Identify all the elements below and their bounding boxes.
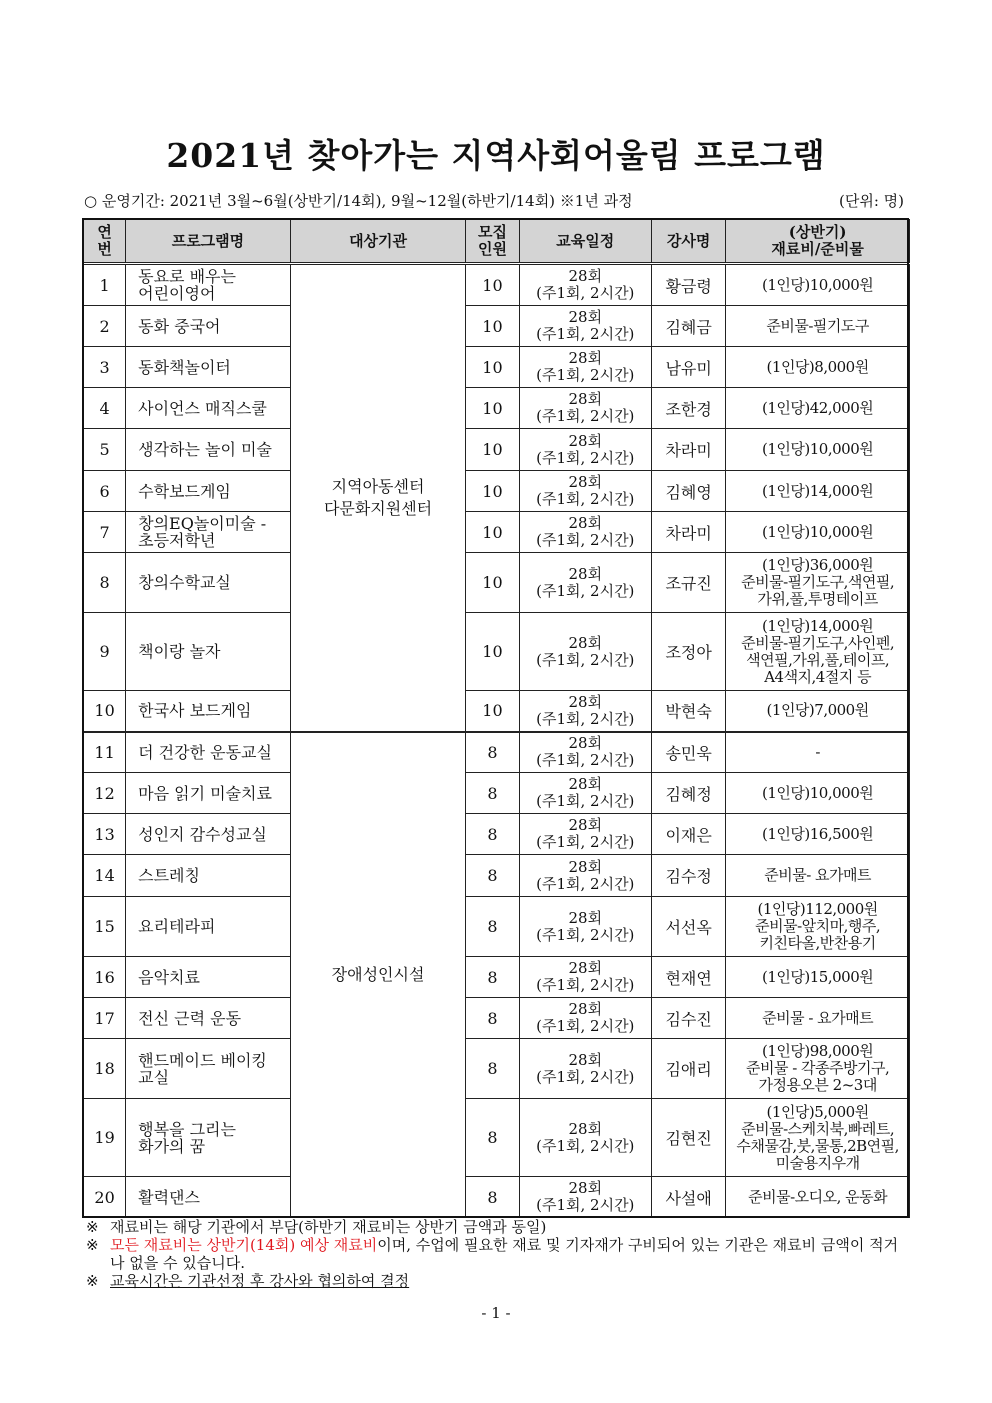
program-name-line: 동화 중국어	[138, 316, 221, 336]
materials	[726, 691, 910, 732]
instructor-name: 김혜정	[652, 773, 726, 814]
recruit-count: 10	[466, 471, 519, 512]
schedule-line: (주1회, 2시간)	[536, 581, 635, 600]
materials-line: (1인당)7,000원	[766, 701, 869, 720]
schedule-line: 28회	[568, 692, 603, 711]
program-name	[126, 1039, 291, 1099]
program-name	[126, 1099, 291, 1177]
program-name	[126, 998, 291, 1039]
schedule-line: 28회	[568, 775, 603, 793]
table-row	[84, 814, 910, 855]
schedule-line: (주1회, 2시간)	[536, 366, 635, 384]
materials	[726, 814, 910, 855]
header-instructor: 강사명	[652, 220, 726, 264]
schedule-line: 28회	[568, 431, 603, 450]
program-name	[126, 957, 291, 998]
schedule	[519, 691, 651, 732]
recruit-count: 10	[466, 388, 519, 429]
recruit-count: 8	[466, 1099, 519, 1177]
schedule	[519, 553, 651, 613]
materials-line: 준비물-스케치북,빠레트,	[741, 1119, 895, 1138]
program-name-line: 더 건강한 운동교실	[138, 742, 272, 762]
recruit-count: 10	[466, 306, 519, 347]
instructor-name: 김혜금	[652, 306, 726, 347]
instructor-name: 사설애	[652, 1177, 726, 1218]
program-name-line: 행복을 그리는	[138, 1119, 236, 1139]
program-name-line: 전신 근력 운동	[138, 1008, 242, 1028]
table-row	[84, 773, 910, 814]
schedule-line: (주1회, 2시간)	[536, 976, 635, 994]
program-name	[126, 429, 291, 471]
schedule	[519, 613, 651, 691]
materials-line: 준비물-앞치마,행주,	[755, 917, 881, 935]
materials-line: 준비물-오디오, 운동화	[748, 1187, 888, 1206]
table-row	[84, 471, 910, 512]
schedule-line: 28회	[568, 1119, 603, 1138]
materials-line: -	[815, 742, 820, 761]
table-row	[84, 957, 910, 998]
materials-line: (1인당)112,000원	[757, 900, 878, 918]
table-row	[84, 855, 910, 897]
schedule-line: (주1회, 2시간)	[536, 751, 635, 770]
program-name-line: 교실	[138, 1067, 170, 1087]
schedule-line: (주1회, 2시간)	[536, 874, 635, 893]
note-1	[86, 1218, 912, 1236]
row-number: 2	[84, 306, 126, 347]
schedule-line: 28회	[568, 564, 603, 583]
instructor-name: 조정아	[652, 613, 726, 691]
program-name	[126, 512, 291, 553]
materials	[726, 388, 910, 429]
program-name-line: 어린이영어	[138, 284, 216, 303]
materials	[726, 1099, 910, 1177]
schedule	[519, 429, 651, 471]
row-number: 7	[84, 512, 126, 553]
schedule	[519, 1177, 651, 1218]
materials-line: 가정용오븐 2~3대	[758, 1076, 877, 1094]
table-row	[84, 347, 910, 388]
recruit-count: 8	[466, 897, 519, 957]
schedule-line: 28회	[568, 959, 603, 977]
schedule-line: (주1회, 2시간)	[536, 1196, 635, 1214]
recruit-count: 8	[466, 814, 519, 855]
schedule-line: 28회	[568, 514, 603, 532]
row-number: 15	[84, 897, 126, 957]
schedule-line: (주1회, 2시간)	[536, 709, 635, 728]
row-number: 6	[84, 471, 126, 512]
recruit-count: 10	[466, 429, 519, 471]
materials-line: 준비물- 요가매트	[764, 866, 872, 884]
program-name-line: 동요로 배우는	[138, 267, 236, 286]
schedule	[519, 471, 651, 512]
note-mark: ※	[86, 1218, 99, 1236]
recruit-count: 8	[466, 732, 519, 773]
program-name-line: 핸드메이드 베이킹	[138, 1050, 267, 1070]
schedule-line: (주1회, 2시간)	[536, 1136, 635, 1155]
program-name-line: 마음 읽기 미술치료	[138, 783, 272, 803]
materials-line: 미술용지우개	[775, 1153, 860, 1172]
instructor-name: 김애리	[652, 1039, 726, 1099]
instructor-name: 조규진	[652, 553, 726, 613]
row-number: 16	[84, 957, 126, 998]
materials	[726, 553, 910, 613]
operation-period	[84, 190, 910, 211]
schedule-line: 28회	[568, 633, 603, 652]
schedule-line: (주1회, 2시간)	[536, 448, 635, 467]
program-name-line: 활력댄스	[138, 1187, 200, 1207]
table-row	[84, 1099, 910, 1177]
materials-line: 준비물-필기도구,색연필,	[741, 573, 895, 591]
recruit-count: 10	[466, 691, 519, 732]
schedule	[519, 998, 651, 1039]
operation-period-text: ○ 운영기간: 2021년 3월~6월(상반기/14회), 9월~12월(하반기/14회) ※1년 과정	[84, 192, 633, 210]
recruit-count: 8	[466, 855, 519, 897]
note-mark: ※	[86, 1236, 99, 1254]
row-number: 5	[84, 429, 126, 471]
instructor-name: 김혜영	[652, 471, 726, 512]
schedule-line: (주1회, 2시간)	[536, 325, 635, 343]
note-2-text: 이며, 수업에 필요한 재료 및 기자재가 구비되어 있는 기관은 재료비 금액이 적거나 없을 수 있습니다.	[110, 1236, 899, 1272]
materials-line: 준비물 - 각종주방기구,	[745, 1059, 890, 1077]
schedule	[519, 732, 651, 773]
program-name	[126, 691, 291, 732]
program-name	[126, 855, 291, 897]
table-row	[84, 1039, 910, 1099]
instructor-name: 김수정	[652, 855, 726, 897]
materials-line: (1인당)14,000원	[762, 616, 874, 635]
target-institution	[290, 732, 466, 1218]
note-3	[86, 1272, 912, 1290]
instructor-name: 현재연	[652, 957, 726, 998]
program-name	[126, 264, 291, 306]
note-1-text: 재료비는 해당 기관에서 부담(하반기 재료비는 상반기 금액과 동일)	[110, 1218, 547, 1236]
materials-line: (1인당)36,000원	[762, 556, 874, 574]
materials	[726, 512, 910, 553]
materials	[726, 613, 910, 691]
row-number: 14	[84, 855, 126, 897]
table-row	[84, 998, 910, 1039]
materials	[726, 471, 910, 512]
schedule	[519, 264, 651, 306]
schedule	[519, 855, 651, 897]
program-name-line: 창의수학교실	[138, 573, 231, 592]
schedule-line: 28회	[568, 1050, 603, 1069]
row-number: 20	[84, 1177, 126, 1218]
row-number: 13	[84, 814, 126, 855]
header-schedule: 교육일정	[519, 220, 651, 264]
schedule	[519, 512, 651, 553]
header-materials: (상반기) 재료비/준비물	[726, 220, 910, 264]
instructor-name: 송민욱	[652, 732, 726, 773]
instructor-name: 황금령	[652, 264, 726, 306]
note-2	[86, 1236, 912, 1272]
materials-line: 키친타올,반찬용기	[759, 934, 876, 952]
table-row	[84, 512, 910, 553]
materials-line: (1인당)5,000원	[766, 1102, 869, 1121]
schedule-line: 28회	[568, 308, 603, 326]
schedule	[519, 897, 651, 957]
materials-line: (1인당)16,500원	[762, 824, 874, 843]
materials	[726, 998, 910, 1039]
recruit-count: 8	[466, 1177, 519, 1218]
materials	[726, 306, 910, 347]
row-number: 17	[84, 998, 126, 1039]
program-name	[126, 613, 291, 691]
table-row	[84, 306, 910, 347]
materials-line: 준비물-필기도구,사인펜,	[741, 633, 895, 652]
program-name	[126, 347, 291, 388]
schedule-line: (주1회, 2시간)	[536, 1017, 635, 1035]
schedule-line: 28회	[568, 734, 603, 753]
instructor-name: 조한경	[652, 388, 726, 429]
program-name-line: 성인지 감수성교실	[138, 824, 267, 844]
table-row	[84, 897, 910, 957]
schedule-line: (주1회, 2시간)	[536, 407, 635, 425]
note-mark: ※	[86, 1272, 99, 1290]
recruit-count: 10	[466, 347, 519, 388]
materials-line: (1인당)42,000원	[762, 398, 874, 417]
header-institution: 대상기관	[290, 220, 466, 264]
schedule-line: (주1회, 2시간)	[536, 284, 635, 302]
materials-line: (1인당)10,000원	[762, 783, 874, 802]
table-row	[84, 264, 910, 306]
table-body	[84, 264, 910, 1218]
header-no: 연 번	[84, 220, 126, 264]
schedule-line: (주1회, 2시간)	[536, 490, 635, 508]
schedule	[519, 773, 651, 814]
header-count: 모집 인원	[466, 220, 519, 264]
instructor-name: 김현진	[652, 1099, 726, 1177]
schedule	[519, 814, 651, 855]
table-row	[84, 732, 910, 773]
program-name-line: 초등저학년	[138, 531, 216, 550]
materials-line: (1인당)15,000원	[762, 967, 874, 986]
materials	[726, 1177, 910, 1218]
schedule	[519, 347, 651, 388]
recruit-count: 8	[466, 773, 519, 814]
recruit-count: 10	[466, 553, 519, 613]
program-name	[126, 732, 291, 773]
schedule	[519, 388, 651, 429]
program-name	[126, 1177, 291, 1218]
program-name	[126, 897, 291, 957]
program-name-line: 수학보드게임	[138, 481, 231, 501]
schedule-line: 28회	[568, 267, 603, 285]
row-number: 9	[84, 613, 126, 691]
instructor-name: 차라미	[652, 512, 726, 553]
target-institution	[290, 264, 466, 732]
materials-line: 수채물감,붓,물통,2B연필,	[736, 1136, 899, 1155]
schedule-line: 28회	[568, 349, 603, 367]
materials-line: (1인당)98,000원	[762, 1042, 874, 1060]
target-institution-line: 다문화지원센터	[323, 498, 433, 518]
recruit-count: 10	[466, 512, 519, 553]
materials	[726, 429, 910, 471]
notes	[86, 1218, 912, 1290]
program-name-line: 사이언스 매직스쿨	[138, 398, 267, 418]
materials	[726, 1039, 910, 1099]
schedule-line: 28회	[568, 908, 603, 927]
materials	[726, 732, 910, 773]
instructor-name: 차라미	[652, 429, 726, 471]
materials	[726, 855, 910, 897]
header-program: 프로그램명	[126, 220, 291, 264]
program-name	[126, 553, 291, 613]
schedule-line: 28회	[568, 816, 603, 834]
recruit-count: 10	[466, 613, 519, 691]
schedule-line: 28회	[568, 857, 603, 876]
program-name-line: 요리테라피	[138, 917, 216, 936]
materials	[726, 897, 910, 957]
schedule-line: 28회	[568, 1179, 603, 1197]
schedule-line: (주1회, 2시간)	[536, 1067, 635, 1086]
unit-label: (단위: 명)	[839, 192, 904, 210]
row-number: 19	[84, 1099, 126, 1177]
schedule-line: (주1회, 2시간)	[536, 925, 635, 944]
instructor-name: 이재은	[652, 814, 726, 855]
instructor-name: 김수진	[652, 998, 726, 1039]
table-header-row	[84, 220, 910, 264]
materials	[726, 264, 910, 306]
program-name	[126, 306, 291, 347]
program-name	[126, 773, 291, 814]
schedule	[519, 1039, 651, 1099]
recruit-count: 8	[466, 998, 519, 1039]
note-3-text: 교육시간은 기관선정 후 강사와 협의하여 결정	[110, 1272, 410, 1290]
table-row	[84, 1177, 910, 1218]
row-number: 1	[84, 264, 126, 306]
instructor-name: 남유미	[652, 347, 726, 388]
schedule	[519, 306, 651, 347]
materials-line: (1인당)10,000원	[762, 440, 874, 458]
materials-line: A4색지,4절지 등	[764, 667, 872, 686]
row-number: 4	[84, 388, 126, 429]
schedule-line: 28회	[568, 390, 603, 408]
row-number: 10	[84, 691, 126, 732]
program-name	[126, 471, 291, 512]
program-name-line: 한국사 보드게임	[138, 701, 252, 721]
row-number: 3	[84, 347, 126, 388]
program-name-line: 스트레칭	[138, 866, 200, 885]
instructor-name: 서선옥	[652, 897, 726, 957]
program-name-line: 화가의 꿈	[138, 1136, 206, 1156]
program-name-line: 책이랑 놀자	[138, 642, 221, 661]
program-name-line: 생각하는 놀이 미술	[138, 440, 272, 459]
row-number: 18	[84, 1039, 126, 1099]
page-number: - 1 -	[481, 1304, 511, 1322]
materials-line: 준비물 - 요가매트	[762, 1008, 874, 1027]
materials	[726, 347, 910, 388]
target-institution-line: 지역아동센터	[331, 476, 425, 496]
recruit-count: 10	[466, 264, 519, 306]
schedule	[519, 1099, 651, 1177]
page-title: 2021년 찾아가는 지역사회어울림 프로그램	[166, 136, 826, 175]
program-name-line: 동화책놀이터	[138, 357, 231, 377]
schedule	[519, 957, 651, 998]
program-name-line: 창의EQ놀이미술 -	[138, 514, 267, 533]
target-institution-line: 장애성인시설	[331, 964, 425, 984]
program-name	[126, 388, 291, 429]
materials	[726, 773, 910, 814]
materials-line: 준비물-필기도구	[766, 316, 869, 335]
schedule-line: (주1회, 2시간)	[536, 531, 635, 549]
instructor-name: 박현숙	[652, 691, 726, 732]
note-2-highlight: 모든 재료비는 상반기(14회) 예상 재료비	[110, 1236, 378, 1254]
materials-line: (1인당)8,000원	[766, 357, 869, 376]
recruit-count: 8	[466, 957, 519, 998]
program-name	[126, 814, 291, 855]
schedule-line: (주1회, 2시간)	[536, 833, 635, 851]
table-row	[84, 691, 910, 732]
row-number: 8	[84, 553, 126, 613]
materials-line: (1인당)10,000원	[762, 275, 874, 294]
materials-line: 색연필,가위,풀,테이프,	[746, 650, 890, 669]
materials-line: (1인당)10,000원	[762, 522, 874, 541]
materials-line: 가위,풀,투명테이프	[757, 590, 878, 608]
schedule-line: 28회	[568, 1000, 603, 1018]
materials-line: (1인당)14,000원	[762, 481, 874, 500]
schedule-line: (주1회, 2시간)	[536, 792, 635, 810]
program-name-line: 음악치료	[138, 967, 200, 987]
row-number: 12	[84, 773, 126, 814]
table-row	[84, 613, 910, 691]
materials	[726, 957, 910, 998]
row-number: 11	[84, 732, 126, 773]
table-row	[84, 388, 910, 429]
program-table	[83, 219, 910, 1218]
schedule-line: 28회	[568, 473, 603, 491]
schedule-line: (주1회, 2시간)	[536, 650, 635, 669]
table-row	[84, 429, 910, 471]
recruit-count: 8	[466, 1039, 519, 1099]
table-row	[84, 553, 910, 613]
